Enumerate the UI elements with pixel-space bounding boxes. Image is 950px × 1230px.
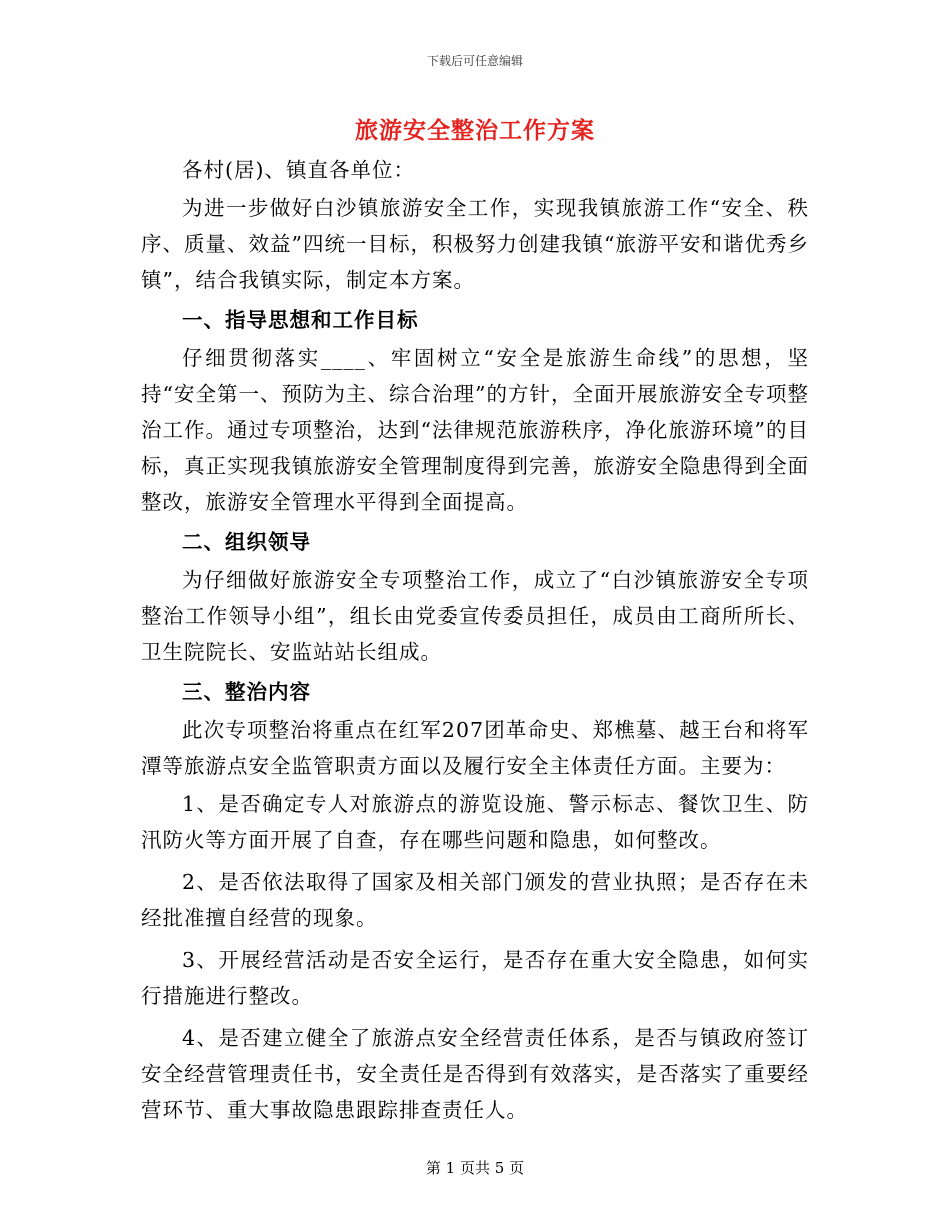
document-body bbox=[141, 152, 809, 1134]
intro-paragraph: 为进一步做好白沙镇旅游安全工作，实现我镇旅游工作“安全、秩序、质量、效益”四统一目标，积极努力创建我镇“旅游平安和谐优秀乡镇”，结合我镇实际，制定本方案。 bbox=[141, 196, 809, 292]
section-body-rectification-content: 此次专项整治将重点在红军207团革命史、郑樵墓、越王台和将军潭等旅游点安全监管职责方面以及履行安全主体责任方面。主要为： bbox=[141, 718, 809, 778]
list-item: 3、开展经营活动是否安全运行，是否存在重大安全隐患，如何实行措施进行整改。 bbox=[141, 948, 809, 1008]
section-heading-guiding-ideology: 一、指导思想和工作目标 bbox=[182, 308, 419, 332]
section-body-guiding-ideology: 仔细贯彻落实____、牢固树立“安全是旅游生命线”的思想，坚持“安全第一、预防为主、综合治理”的方针，全面开展旅游安全专项整治工作。通过专项整治，达到“法律规范旅游秩序，净化旅游环境”的目标，真正实现我镇旅游安全管理制度得到完善，旅游安全隐患得到全面整改，旅游安全管理水平得到全面提高。 bbox=[141, 346, 809, 514]
section-body-organization: 为仔细做好旅游安全专项整治工作，成立了“白沙镇旅游安全专项整治工作领导小组”，组长由党委宣传委员担任，成员由工商所所长、卫生院院长、安监站站长组成。 bbox=[141, 568, 809, 664]
salutation: 各村(居)、镇直各单位： bbox=[182, 158, 415, 182]
section-heading-organization: 二、组织领导 bbox=[182, 530, 311, 554]
section-heading-rectification-content: 三、整治内容 bbox=[182, 680, 311, 704]
page-header-note: 下载后可任意编辑 bbox=[426, 54, 523, 68]
list-item: 2、是否依法取得了国家及相关部门颁发的营业执照；是否存在未经批准擅自经营的现象。 bbox=[141, 870, 809, 930]
list-item: 1、是否确定专人对旅游点的游览设施、警示标志、餐饮卫生、防汛防火等方面开展了自查，存在哪些问题和隐患，如何整改。 bbox=[141, 792, 809, 852]
page-number: 第 1 页共 5 页 bbox=[425, 1159, 525, 1177]
list-item: 4、是否建立健全了旅游点安全经营责任体系，是否与镇政府签订安全经营管理责任书，安全责任是否得到有效落实，是否落实了重要经营环节、重大事故隐患跟踪排查责任人。 bbox=[141, 1026, 809, 1122]
document-title: 旅游安全整治工作方案 bbox=[355, 117, 595, 144]
